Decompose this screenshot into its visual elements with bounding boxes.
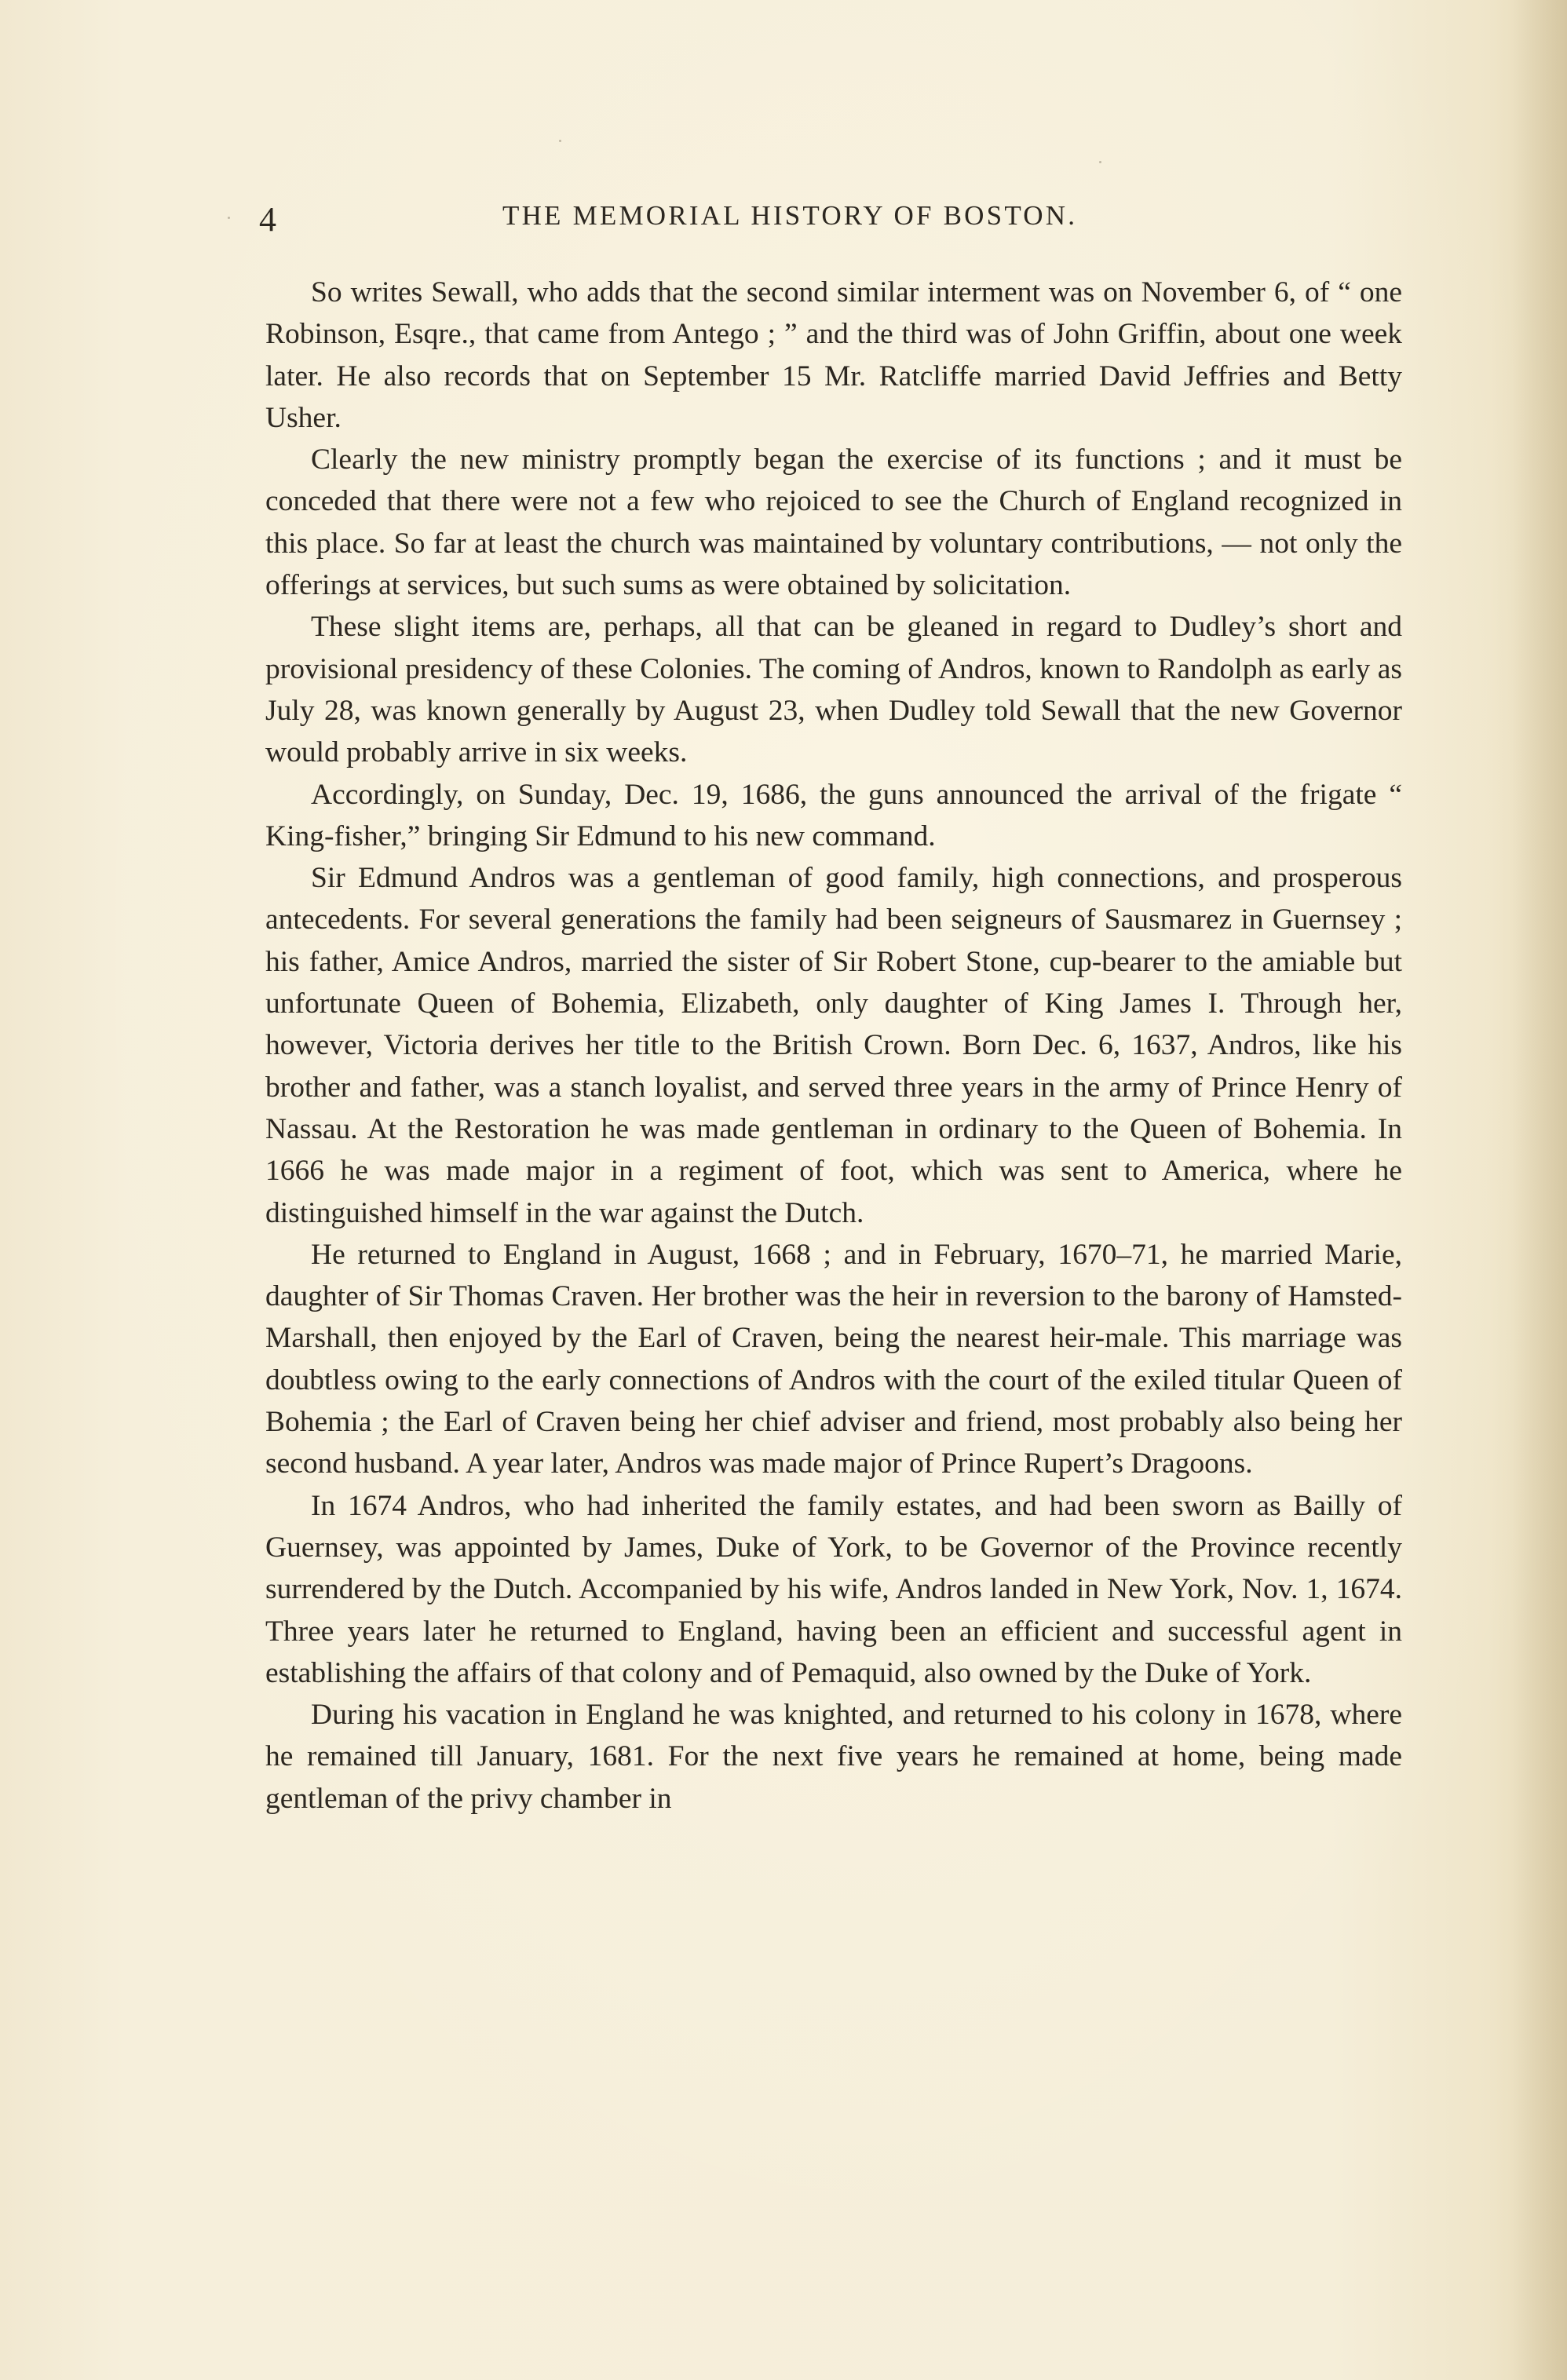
paper-speck <box>559 140 561 142</box>
paragraph: Sir Edmund Andros was a gentleman of good family, high connections, and prosperous antecedents. For several generations the family had been seigneurs of Sausmarez in Guernsey ; his father, Amice Andros, married the sister of Sir Robert Stone, cup-bearer to the amiable but unfortunate Queen of Bohemia, Elizabeth, only daughter of King James I. Through her, however, Victoria derives her title to the British Crown. Born Dec. 6, 1637, Andros, like his brother and father, was a stanch loyalist, and served three years in the army of Prince Henry of Nassau. At the Restoration he was made gentleman in ordinary to the Queen of Bohemia. In 1666 he was made major in a regiment of foot, which was sent to America, where he distinguished himself in the war against the Dutch. <box>265 862 1402 1229</box>
paragraph: During his vacation in England he was knighted, and returned to his colony in 1678, where he remained till January, 1681. For the next five years he remained at home, being made gentleman of the privy chamber in <box>265 1699 1402 1815</box>
paragraph: Accordingly, on Sunday, Dec. 19, 1686, the guns announced the arrival of the frigate “ King-fisher,” bringing Sir Edmund to his new command. <box>265 778 1402 852</box>
paragraph: He returned to England in August, 1668 ; and in February, 1670–71, he married Marie, daughter of Sir Thomas Craven. Her brother was the heir in reversion to the barony of Hamsted-Marshall, then enjoyed by the Earl of Craven, being the nearest heir-male. This marriage was doubtless owing to the early connections of Andros with the court of the exiled titular Queen of Bohemia ; the Earl of Craven being her chief adviser and friend, most probably also being her second husband. A year later, Andros was made major of Prince Rupert’s Dragoons. <box>265 1238 1402 1480</box>
paragraph: So writes Sewall, who adds that the second similar interment was on November 6, of “ one Robinson, Esqre., that came from Antego ; ” and the third was of John Griffin, about one week later. He also records that on September 15 Mr. Ratcliffe married David Jeffries and Betty Usher. <box>265 276 1402 434</box>
paragraph: Clearly the new ministry promptly began the exercise of its functions ; and it must be conceded that there were not a few who rejoiced to see the Church of England recognized in this place. So far at least the church was maintained by voluntary contributions, — not only the offerings at services, but such sums as were obtained by solicitation. <box>265 444 1402 602</box>
paragraph: These slight items are, perhaps, all that can be gleaned in regard to Dudley’s short and provisional presidency of these Colonies. The coming of Andros, known to Randolph as early as July 28, was known generally by August 23, when Dudley told Sewall that the new Governor would probably arrive in six weeks. <box>265 611 1402 769</box>
page-edge-shadow <box>1512 0 1567 2380</box>
paper-speck <box>228 217 230 219</box>
body-text <box>265 272 1402 1820</box>
paper-speck <box>1099 161 1101 163</box>
paragraph: In 1674 Andros, who had inherited the family estates, and had been sworn as Bailly of Guernsey, was appointed by James, Duke of York, to be Governor of the Province recently surrendered by the Dutch. Accompanied by his wife, Andros landed in New York, Nov. 1, 1674. Three years later he returned to England, having been an efficient and successful agent in establishing the affairs of that colony and of Pemaquid, also owned by the Duke of York. <box>265 1489 1402 1689</box>
running-head: THE MEMORIAL HISTORY OF BOSTON. <box>502 200 1078 231</box>
page-number: 4 <box>259 200 277 239</box>
